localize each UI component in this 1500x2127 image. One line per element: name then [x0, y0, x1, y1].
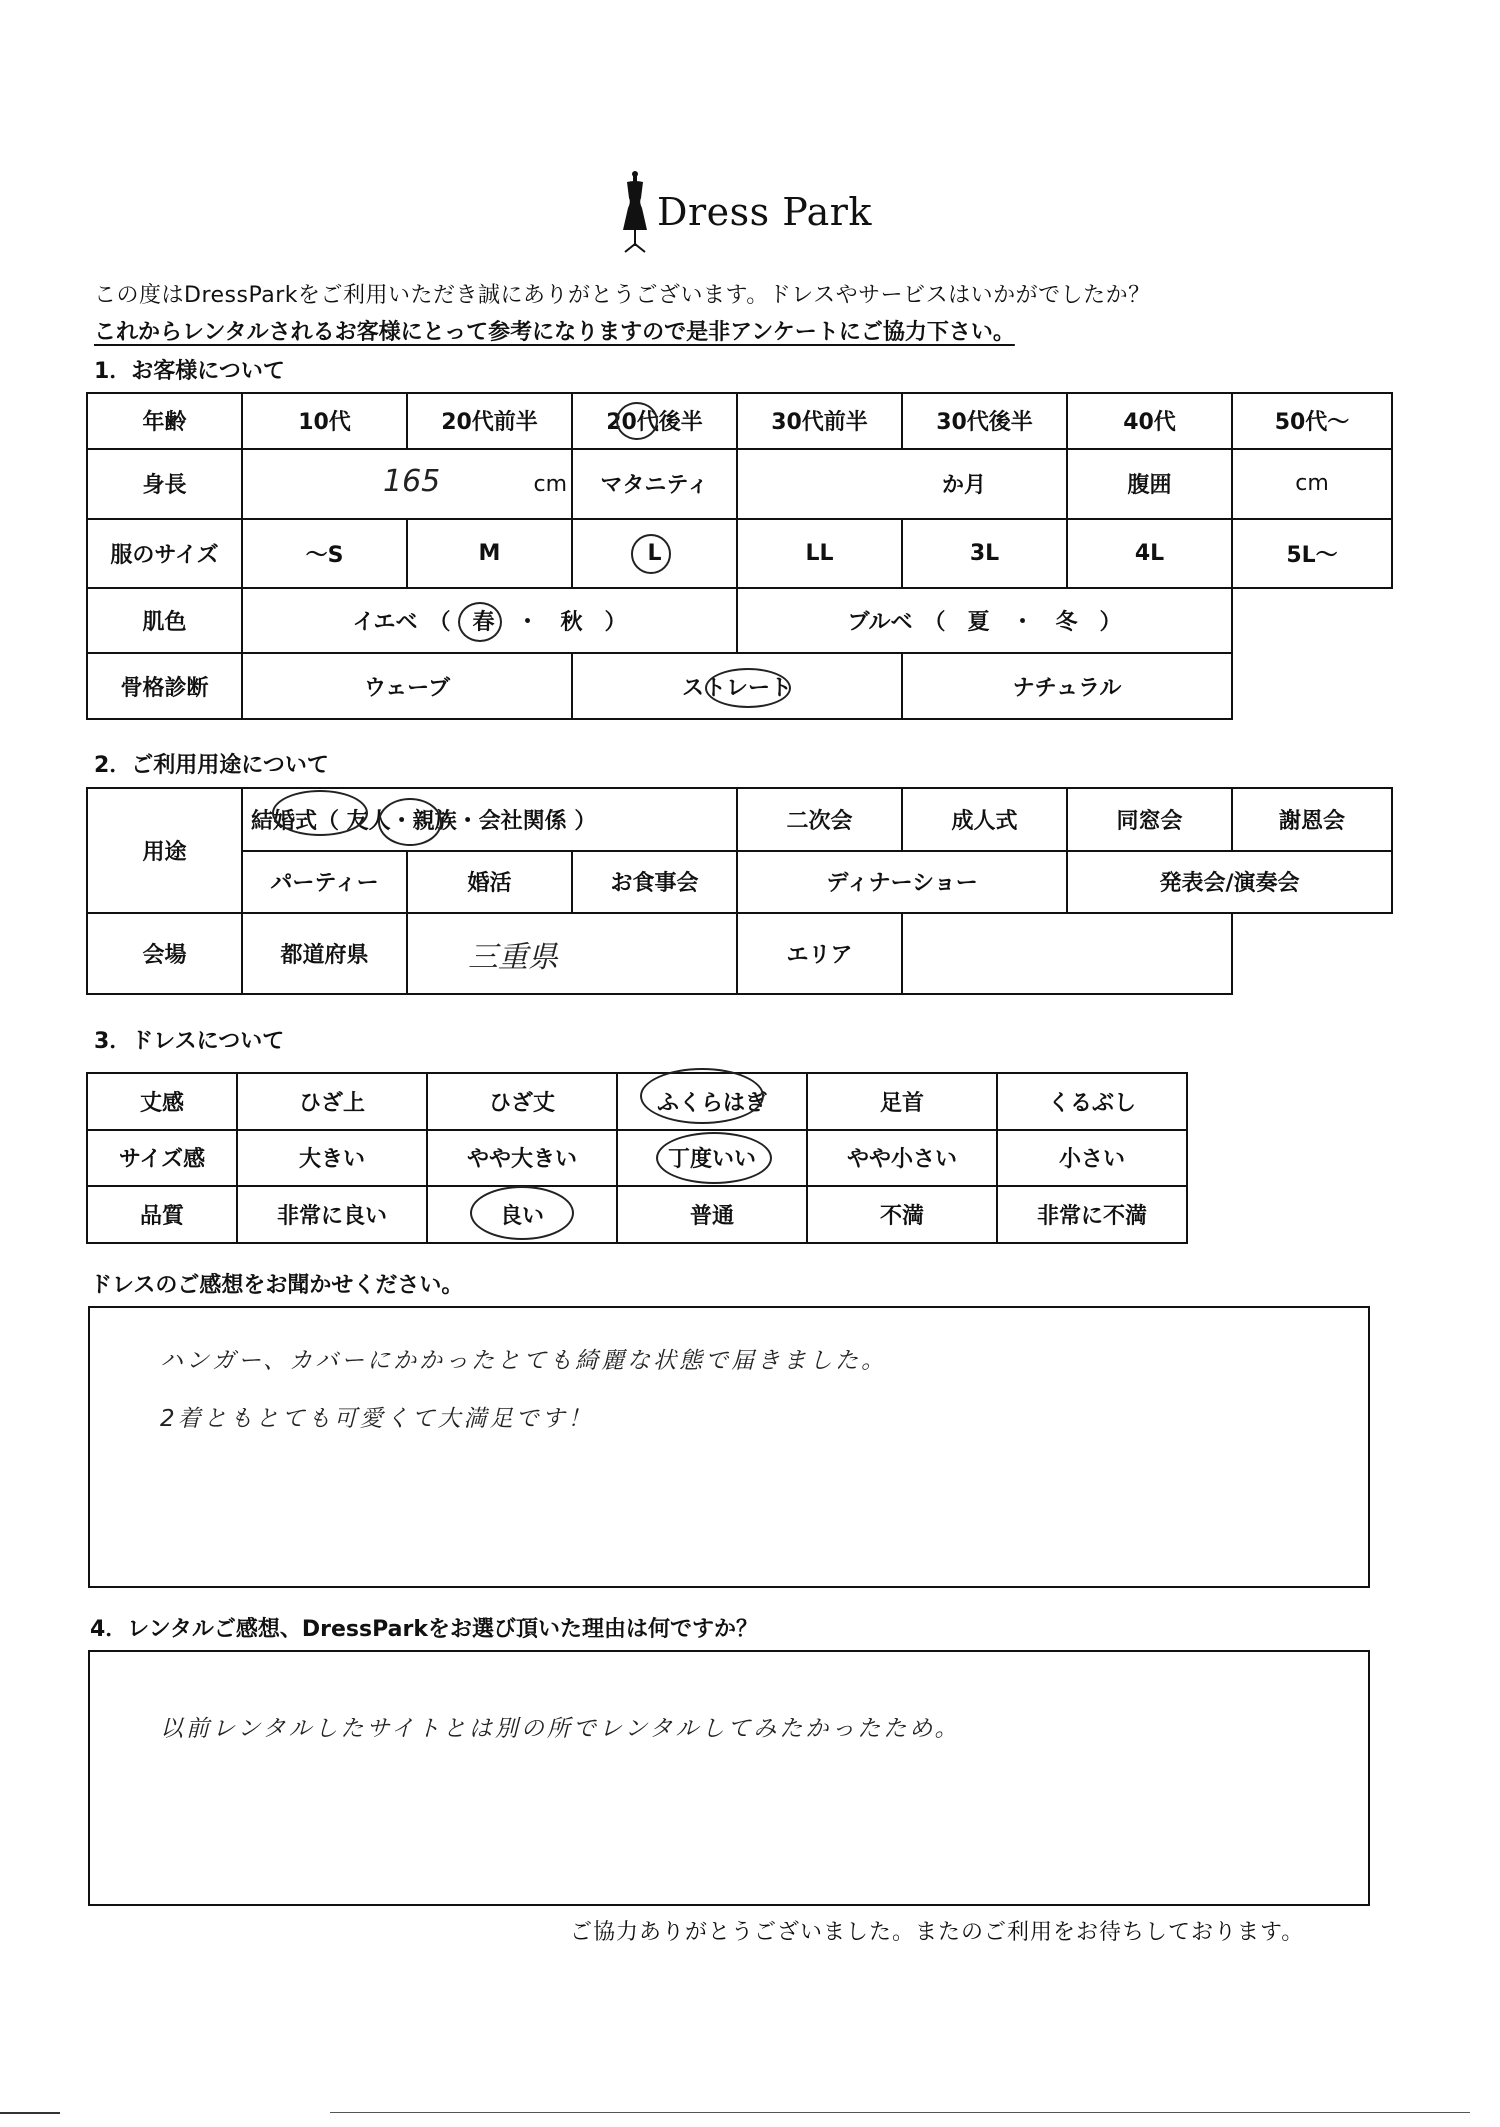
- intro-text: この度はDressParkをご利用いただき誠にありがとうございます。ドレスやサービスはいかがでしたか？: [94, 283, 1151, 308]
- purpose-option[interactable]: 同窓会: [1067, 788, 1232, 851]
- purpose-label: 用途: [87, 788, 242, 913]
- scan-edge-line: [330, 2112, 1470, 2113]
- frame-option[interactable]: ウェーブ: [242, 653, 572, 719]
- size-option[interactable]: 5L～: [1232, 519, 1392, 588]
- fit-option[interactable]: 大きい: [237, 1130, 427, 1187]
- length-option[interactable]: くるぶし: [997, 1073, 1187, 1130]
- fit-option[interactable]: 小さい: [997, 1130, 1187, 1187]
- footer-thanks: ご協力ありがとうございました。またのご利用をお待ちしております。: [570, 1920, 1305, 1945]
- selection-circle: [705, 668, 791, 708]
- selection-circle: [631, 534, 671, 574]
- selection-circle: [272, 790, 368, 836]
- selection-circle: [458, 602, 502, 642]
- age-option[interactable]: 30代後半: [902, 393, 1067, 449]
- purpose-option[interactable]: パーティー: [242, 851, 407, 914]
- size-option[interactable]: LL: [737, 519, 902, 588]
- height-label: 身長: [87, 449, 242, 520]
- purpose-wedding[interactable]: 結婚式（ 友人・親族・会社関係 ）: [242, 788, 737, 851]
- selection-circle: [640, 1068, 764, 1124]
- intro-request: これからレンタルされるお客様にとって参考になりますので是非アンケートにご協力下さい。: [94, 320, 1015, 345]
- waist-unit[interactable]: cm: [1232, 449, 1392, 520]
- reason-answer: 以前レンタルしたサイトとは別の所でレンタルしてみたかったため。: [160, 1716, 961, 1742]
- impression-label: ドレスのご感想をお聞かせください。: [90, 1273, 464, 1298]
- section2-title: 2．ご利用用途について: [94, 753, 329, 778]
- purpose-option[interactable]: 発表会/演奏会: [1067, 851, 1392, 914]
- fit-option[interactable]: やや大きい: [427, 1130, 617, 1187]
- maternity-months[interactable]: か月: [737, 449, 1067, 520]
- quality-option[interactable]: 普通: [617, 1186, 807, 1243]
- section1-title: 1．お客様について: [94, 359, 285, 384]
- selection-circle: [616, 402, 658, 440]
- age-option[interactable]: 20代前半: [407, 393, 572, 449]
- selection-circle: [378, 798, 442, 846]
- scan-edge-line: [0, 2112, 60, 2114]
- size-option[interactable]: M: [407, 519, 572, 588]
- impression-box[interactable]: [88, 1306, 1370, 1588]
- purpose-option[interactable]: ディナーショー: [737, 851, 1067, 914]
- fit-option-selected[interactable]: 丁度いい: [617, 1130, 807, 1187]
- prefecture-value[interactable]: 三重県: [407, 913, 737, 994]
- fit-option[interactable]: やや小さい: [807, 1130, 997, 1187]
- skin-label: 肌色: [87, 588, 242, 654]
- purpose-option[interactable]: 二次会: [737, 788, 902, 851]
- age-label: 年齢: [87, 393, 242, 449]
- purpose-option[interactable]: 成人式: [902, 788, 1067, 851]
- age-option[interactable]: 30代前半: [737, 393, 902, 449]
- brand-logo: [615, 168, 895, 258]
- maternity-label: マタニティ: [572, 449, 737, 520]
- dress-table: [86, 1072, 1188, 1244]
- age-option[interactable]: 40代: [1067, 393, 1232, 449]
- height-field[interactable]: [242, 449, 572, 520]
- section3-title: 3．ドレスについて: [94, 1029, 285, 1054]
- frame-option-selected[interactable]: ストレート: [572, 653, 902, 719]
- selection-circle: [470, 1186, 574, 1240]
- length-option[interactable]: ひざ丈: [427, 1073, 617, 1130]
- quality-option[interactable]: 非常に不満: [997, 1186, 1187, 1243]
- length-label: 丈感: [87, 1073, 237, 1130]
- height-unit: cm: [533, 471, 567, 497]
- size-option[interactable]: ～S: [242, 519, 407, 588]
- quality-option[interactable]: 不満: [807, 1186, 997, 1243]
- frame-option[interactable]: ナチュラル: [902, 653, 1232, 719]
- frame-label: 骨格診断: [87, 653, 242, 719]
- purpose-option[interactable]: お食事会: [572, 851, 737, 914]
- height-value: 165: [383, 463, 441, 499]
- age-option[interactable]: 50代～: [1232, 393, 1392, 449]
- length-option-selected[interactable]: ふくらはぎ: [617, 1073, 807, 1130]
- quality-option-selected[interactable]: 良い: [427, 1186, 617, 1243]
- reason-box[interactable]: [88, 1650, 1370, 1906]
- selection-circle: [656, 1132, 772, 1184]
- quality-option[interactable]: 非常に良い: [237, 1186, 427, 1243]
- dress-form-icon: [615, 168, 655, 258]
- length-option[interactable]: ひざ上: [237, 1073, 427, 1130]
- age-option[interactable]: 10代: [242, 393, 407, 449]
- area-value[interactable]: [902, 913, 1232, 994]
- prefecture-label: 都道府県: [242, 913, 407, 994]
- purpose-option[interactable]: 婚活: [407, 851, 572, 914]
- fit-label: サイズ感: [87, 1130, 237, 1187]
- section4-title: 4．レンタルご感想、DressParkをお選び頂いた理由は何ですか？: [90, 1617, 758, 1642]
- age-option-selected[interactable]: 20代後半: [572, 393, 737, 449]
- length-option[interactable]: 足首: [807, 1073, 997, 1130]
- waist-label: 腹囲: [1067, 449, 1232, 520]
- impression-line: 2着ともとても可愛くて大満足です！: [160, 1406, 594, 1432]
- skin-blue-option[interactable]: ブルベ （ 夏 ・ 冬 ）: [737, 588, 1232, 654]
- skin-yellow-option[interactable]: イエベ （ 春 ・ 秋 ）: [242, 588, 737, 654]
- quality-label: 品質: [87, 1186, 237, 1243]
- area-label: エリア: [737, 913, 902, 994]
- brand-name: Dress Park: [657, 190, 872, 234]
- venue-label: 会場: [87, 913, 242, 994]
- size-label: 服のサイズ: [87, 519, 242, 588]
- purpose-option[interactable]: 謝恩会: [1232, 788, 1392, 851]
- size-option[interactable]: 3L: [902, 519, 1067, 588]
- size-option[interactable]: 4L: [1067, 519, 1232, 588]
- size-option-selected[interactable]: L: [572, 519, 737, 588]
- impression-line: ハンガー、カバーにかかったとても綺麗な状態で届きました。: [160, 1348, 888, 1374]
